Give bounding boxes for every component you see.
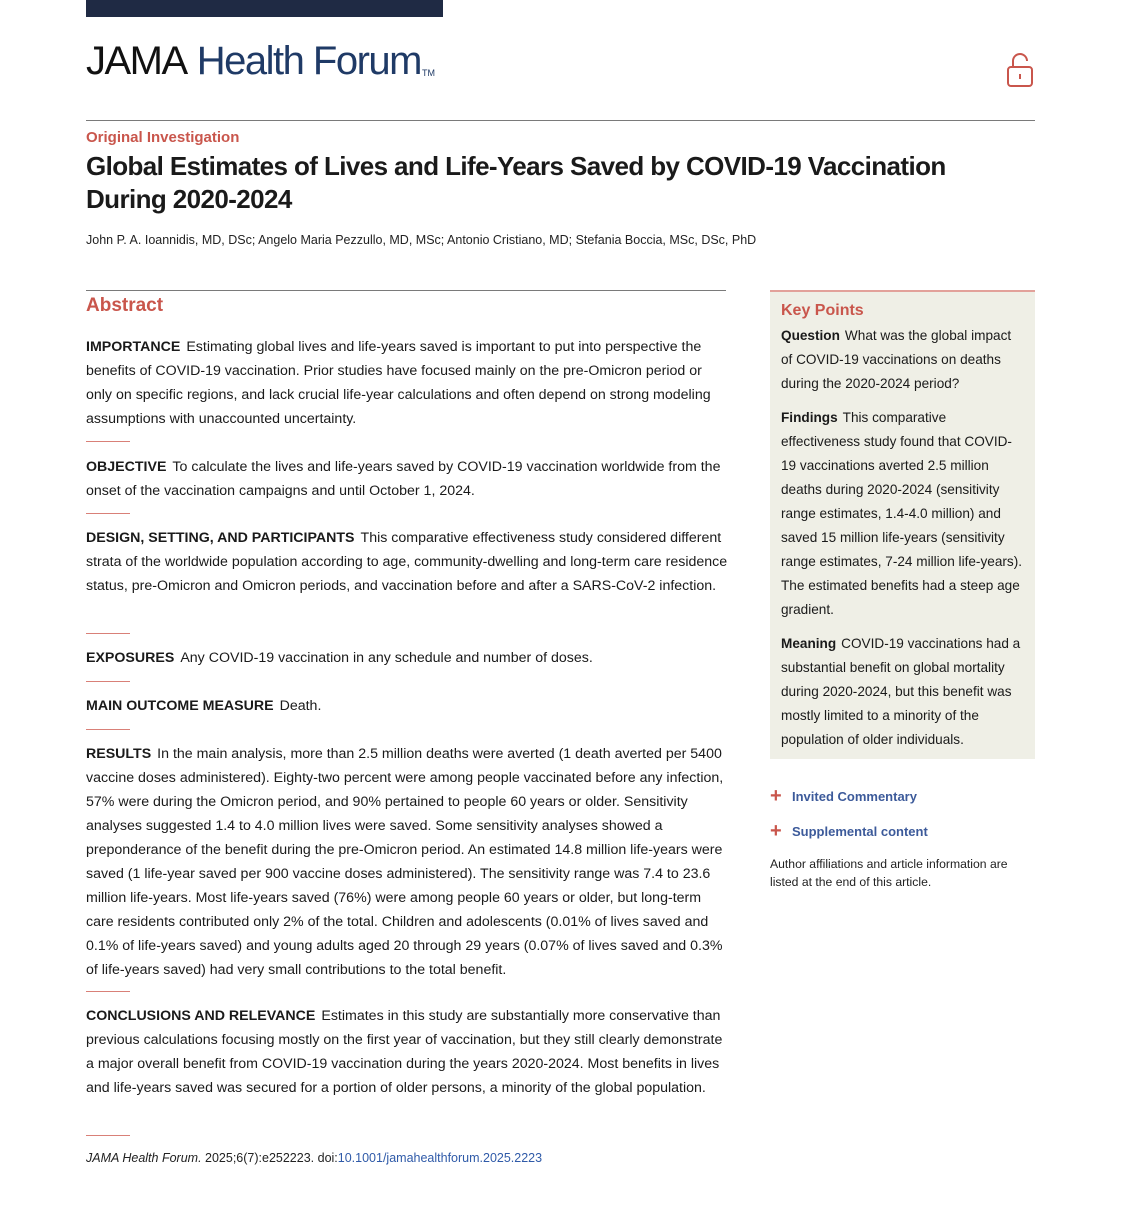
section-separator [86, 729, 130, 730]
section-label: IMPORTANCE [86, 339, 181, 355]
key-point-label: Question [781, 328, 840, 343]
section-label: RESULTS [86, 746, 152, 762]
section-separator [86, 991, 130, 992]
key-points-box [770, 290, 1035, 759]
key-point-question [781, 324, 1024, 396]
key-point-text: This comparative effectiveness study found that COVID-19 vaccinations averted 2.5 million deaths during 2020-2024 (sensitivity range estimates, 1.4-4.0 million) and saved 15 million life-years (sensitivity range estimates, 7-24 million life-years). The estimated benefits had a steep age gradient. [781, 410, 1023, 617]
section-label: DESIGN, SETTING, AND PARTICIPANTS [86, 530, 355, 546]
section-label: EXPOSURES [86, 650, 175, 666]
abstract-main-outcome [86, 694, 731, 718]
citation-details: 2025;6(7):e252223. doi: [201, 1151, 338, 1165]
logo-trademark: TM [422, 68, 435, 78]
section-separator [86, 441, 130, 442]
section-text: To calculate the lives and life-years saved by COVID-19 vaccination worldwide from the onset of the vaccination campaigns and until October 1, 2024. [86, 459, 721, 499]
citation-journal: JAMA Health Forum. [86, 1151, 202, 1165]
abstract-conclusions [86, 1004, 731, 1100]
plus-icon: + [770, 785, 782, 807]
key-point-label: Findings [781, 410, 838, 425]
supplemental-content-link[interactable] [770, 821, 928, 841]
key-point-meaning [781, 632, 1024, 752]
key-point-label: Meaning [781, 636, 837, 651]
section-text: Any COVID-19 vaccination in any schedule and number of doses. [180, 650, 593, 666]
section-text: Estimates in this study are substantially more conservative than previous calculations focusing mostly on the first year of vaccination, but they still clearly demonstrate a major overall benefit from COVID-19 vaccination during the years 2020-2024. Most benefits in lives and life-years saved was secured for a portion of older persons, a minority of the global population. [86, 1008, 723, 1096]
section-separator [86, 633, 130, 634]
section-text: This comparative effectiveness study considered different strata of the worldwide population according to age, community-dwelling and long-term care residence status, pre-Omicron and Omicron periods, and vaccination before and after a SARS-CoV-2 infection. [86, 530, 728, 594]
affiliations-note: Author affiliations and article information are listed at the end of this article. [770, 857, 1008, 889]
abstract-importance [86, 335, 731, 431]
key-point-text: COVID-19 vaccinations had a substantial benefit on global mortality during 2020-2024, but this benefit was mostly limited to a minority of the population of older individuals. [781, 636, 1021, 747]
article-type-label: Original Investigation [86, 129, 240, 146]
section-text: In the main analysis, more than 2.5 million deaths were averted (1 death averted per 5400 vaccine doses administered). Eighty-two percent were among people vaccinated before any infection, 57% were during the Omicron period, and 90% pertained to people 60 years or older. Sensitivity analyses suggested 1.4 to 4.0 million lives were saved. Some sensitivity analyses showed a preponderance of the benefit during the pre-Omicron period. An estimated 14.8 million life-years were saved (1 life-year saved per 900 vaccine doses administered). The sensitivity range was 7.4 to 23.6 million life-years. Most life-years saved (76%) were among people 60 years or older, but long-term care residents contributed only 2% of the total. Children and adolescents (0.01% of lives saved and 0.1% of life-years saved) and young adults aged 20 through 29 years (0.07% of lives saved and 0.3% of life-years saved) had very small contributions to the total benefit. [86, 746, 724, 978]
abstract-objective [86, 455, 731, 503]
section-text: Estimating global lives and life-years saved is important to put into perspective the benefits of COVID-19 vaccination. Prior studies have focused mainly on the pre-Omicron period or only on specific regions, and lack crucial life-year calculations and often depend on strong modeling assumptions with unaccounted uncertainty. [86, 339, 711, 427]
key-point-findings [781, 406, 1024, 622]
abstract-exposures [86, 646, 731, 670]
section-separator [86, 681, 130, 682]
key-points-title: Key Points [781, 302, 864, 319]
invited-commentary-label: Invited Commentary [792, 789, 917, 804]
author-list: John P. A. Ioannidis, MD, DSc; Angelo Maria Pezzullo, MD, MSc; Antonio Cristiano, MD; Stefania Boccia, MSc, DSc, PhD [86, 233, 757, 247]
abstract-heading: Abstract [86, 295, 164, 316]
invited-commentary-link[interactable] [770, 786, 917, 806]
abstract-divider [86, 290, 726, 291]
section-label: OBJECTIVE [86, 459, 167, 475]
section-label: MAIN OUTCOME MEASURE [86, 698, 274, 714]
logo-health-forum-text: Health Forum [196, 39, 421, 83]
abstract-design [86, 526, 731, 598]
supplemental-content-label: Supplemental content [792, 824, 928, 839]
key-point-text: What was the global impact of COVID-19 vaccinations on deaths during the 2020-2024 period? [781, 328, 1012, 391]
section-separator [86, 1135, 130, 1136]
header-divider [86, 120, 1035, 121]
article-citation [86, 1151, 542, 1165]
plus-icon: + [770, 820, 782, 842]
doi-link[interactable]: 10.1001/jamahealthforum.2025.2223 [337, 1151, 543, 1165]
section-separator [86, 513, 130, 514]
article-title: Global Estimates of Lives and Life-Years Saved by COVID-19 Vaccination During 2020-2024 [86, 151, 946, 214]
journal-logo[interactable] [86, 38, 435, 84]
abstract-results [86, 742, 731, 982]
section-label: CONCLUSIONS AND RELEVANCE [86, 1008, 316, 1024]
top-color-bar [86, 0, 443, 17]
section-text: Death. [279, 698, 322, 714]
open-lock-icon[interactable] [1005, 50, 1035, 88]
logo-jama-text: JAMA [86, 39, 187, 83]
